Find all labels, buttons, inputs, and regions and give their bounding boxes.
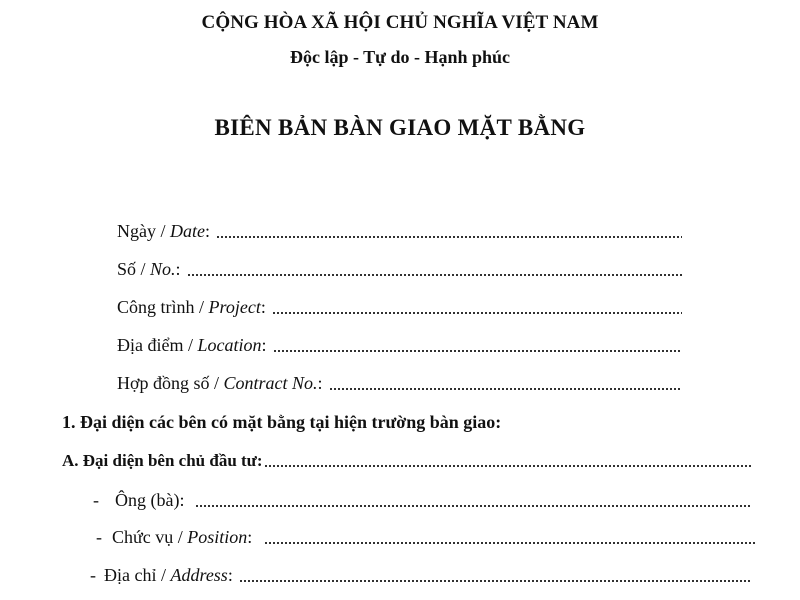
field-representative-name-label: - Ông (bà): xyxy=(93,490,185,510)
section-a-heading: A. Đại diện bên chủ đầu tư: xyxy=(62,451,263,470)
field-location[interactable] xyxy=(117,335,682,356)
field-contract-no-label: Hợp đồng số / Contract No.: xyxy=(117,373,323,393)
field-representative-name-blank[interactable] xyxy=(195,494,752,508)
section-1-heading: 1. Đại diện các bên có mặt bằng tại hiện trường bàn giao: xyxy=(62,412,502,432)
field-project-blank[interactable] xyxy=(272,301,682,315)
field-position-label: - Chức vụ / Position: xyxy=(96,527,253,547)
field-location-blank[interactable] xyxy=(273,339,682,353)
field-address[interactable] xyxy=(90,565,752,586)
field-number[interactable] xyxy=(117,259,682,280)
national-title: CỘNG HÒA XÃ HỘI CHỦ NGHĨA VIỆT NAM xyxy=(201,12,599,33)
field-position[interactable] xyxy=(96,527,756,548)
section-a-blank[interactable] xyxy=(264,454,752,468)
field-date-blank[interactable] xyxy=(216,225,682,239)
document-title: BIÊN BẢN BÀN GIAO MẶT BẰNG xyxy=(214,115,586,140)
field-project[interactable] xyxy=(117,297,682,318)
field-address-blank[interactable] xyxy=(239,569,752,583)
field-location-label: Địa điểm / Location: xyxy=(117,335,267,355)
field-date[interactable] xyxy=(117,221,682,242)
field-address-label: - Địa chỉ / Address: xyxy=(90,565,233,585)
section-a-investor[interactable] xyxy=(62,451,752,471)
field-date-label: Ngày / Date: xyxy=(117,221,211,241)
field-number-blank[interactable] xyxy=(187,263,682,277)
field-contract-no[interactable] xyxy=(117,373,682,394)
field-number-label: Số / No.: xyxy=(117,259,181,279)
national-motto: Độc lập - Tự do - Hạnh phúc xyxy=(289,47,511,67)
field-contract-no-blank[interactable] xyxy=(329,377,682,391)
field-position-blank[interactable] xyxy=(264,531,756,545)
field-project-label: Công trình / Project: xyxy=(117,297,266,317)
field-representative-name[interactable] xyxy=(93,490,751,511)
